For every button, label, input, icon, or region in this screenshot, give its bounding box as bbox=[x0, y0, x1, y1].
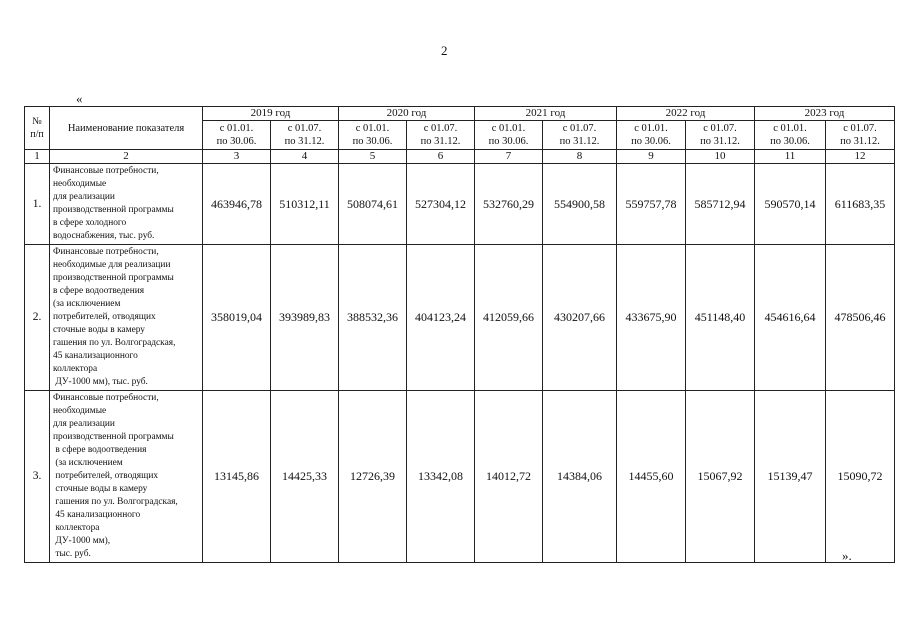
indicator-name-line: гашения по ул. Волгоградская, bbox=[53, 338, 176, 348]
header-year: 2023 год bbox=[755, 107, 895, 121]
header-year: 2022 год bbox=[617, 107, 755, 121]
value-cell: 15067,92 bbox=[686, 391, 755, 563]
indicator-name-line: необходимые bbox=[53, 179, 107, 189]
value-cell: 412059,66 bbox=[475, 245, 543, 391]
indicator-name-line: 45 канализационного bbox=[53, 351, 138, 361]
value-cell: 12726,39 bbox=[339, 391, 407, 563]
value-cell: 15090,72 bbox=[826, 391, 895, 563]
indicator-name-line: производственной программы bbox=[53, 205, 174, 215]
value-cell: 14425,33 bbox=[271, 391, 339, 563]
value-cell: 559757,78 bbox=[617, 164, 686, 245]
value-cell: 585712,94 bbox=[686, 164, 755, 245]
value-cell: 463946,78 bbox=[203, 164, 271, 245]
value-cell: 611683,35 bbox=[826, 164, 895, 245]
indicator-name-line: производственной программы bbox=[53, 432, 174, 442]
value-cell: 451148,40 bbox=[686, 245, 755, 391]
indicator-name-line: сточные воды в камеру bbox=[53, 484, 148, 494]
indicator-name-line: гашения по ул. Волгоградская, bbox=[53, 497, 178, 507]
column-number: 7 bbox=[475, 150, 543, 164]
indicator-name-line: сточные воды в камеру bbox=[53, 325, 145, 335]
column-number: 1 bbox=[25, 150, 50, 164]
value-cell: 433675,90 bbox=[617, 245, 686, 391]
indicator-name-line: необходимые для реализации bbox=[53, 260, 171, 270]
indicator-name-line: ДУ-1000 мм), тыс. руб. bbox=[53, 377, 148, 387]
value-cell: 14384,06 bbox=[543, 391, 617, 563]
header-period: с 01.01. по 30.06. bbox=[617, 121, 686, 150]
header-period: с 01.07. по 31.12. bbox=[543, 121, 617, 150]
header-year: 2021 год bbox=[475, 107, 617, 121]
column-number: 10 bbox=[686, 150, 755, 164]
column-number: 5 bbox=[339, 150, 407, 164]
indicator-name-line: необходимые bbox=[53, 406, 107, 416]
value-cell: 393989,83 bbox=[271, 245, 339, 391]
indicator-name-line: Финансовые потребности, bbox=[53, 247, 159, 257]
header-period: с 01.07. по 31.12. bbox=[686, 121, 755, 150]
value-cell: 15139,47 bbox=[755, 391, 826, 563]
indicator-name-line: (за исключением bbox=[53, 458, 123, 468]
value-cell: 554900,58 bbox=[543, 164, 617, 245]
header-period: с 01.07. по 31.12. bbox=[407, 121, 475, 150]
column-number: 12 bbox=[826, 150, 895, 164]
column-number: 11 bbox=[755, 150, 826, 164]
indicator-name-line: тыс. руб. bbox=[53, 549, 91, 559]
header-period: с 01.07. по 31.12. bbox=[826, 121, 895, 150]
row-number: 3. bbox=[25, 391, 50, 563]
indicator-name-line: в сфере холодного bbox=[53, 218, 127, 228]
page-number: 2 bbox=[441, 43, 448, 58]
value-cell: 388532,36 bbox=[339, 245, 407, 391]
header-number-col: № п/п bbox=[25, 107, 50, 150]
header-year: 2019 год bbox=[203, 107, 339, 121]
column-number: 3 bbox=[203, 150, 271, 164]
value-cell: 590570,14 bbox=[755, 164, 826, 245]
indicator-name-line: производственной программы bbox=[53, 273, 174, 283]
indicator-name-line: 45 канализационного bbox=[53, 510, 141, 520]
header-year: 2020 год bbox=[339, 107, 475, 121]
header-period: с 01.07. по 31.12. bbox=[271, 121, 339, 150]
value-cell: 404123,24 bbox=[407, 245, 475, 391]
indicator-name-line: водоснабжения, тыс. руб. bbox=[53, 231, 155, 241]
header-period: с 01.01. по 30.06. bbox=[339, 121, 407, 150]
value-cell: 478506,46 bbox=[826, 245, 895, 391]
opening-quote: « bbox=[76, 91, 83, 106]
value-cell: 508074,61 bbox=[339, 164, 407, 245]
indicator-name-line: в сфере водоотведения bbox=[53, 445, 147, 455]
indicator-name-line: для реализации bbox=[53, 192, 115, 202]
table-row bbox=[25, 164, 895, 245]
closing-quote: ». bbox=[842, 548, 852, 563]
header-period: с 01.01. по 30.06. bbox=[203, 121, 271, 150]
indicator-name bbox=[50, 164, 203, 245]
value-cell: 13342,08 bbox=[407, 391, 475, 563]
indicator-name-line: в сфере водоотведения bbox=[53, 286, 145, 296]
table-row bbox=[25, 245, 895, 391]
value-cell: 14012,72 bbox=[475, 391, 543, 563]
table-row bbox=[25, 391, 895, 563]
header-year-row bbox=[25, 107, 895, 121]
value-cell: 13145,86 bbox=[203, 391, 271, 563]
indicator-name-line: потребителей, отводящих bbox=[53, 471, 159, 481]
value-cell: 527304,12 bbox=[407, 164, 475, 245]
column-number-row bbox=[25, 150, 895, 164]
header-name-col: Наименование показателя bbox=[50, 107, 203, 150]
indicator-name-line: для реализации bbox=[53, 419, 115, 429]
column-number: 9 bbox=[617, 150, 686, 164]
indicator-name-line: Финансовые потребности, bbox=[53, 393, 159, 403]
indicator-name-line: (за исключением bbox=[53, 299, 121, 309]
column-number: 2 bbox=[50, 150, 203, 164]
row-number: 1. bbox=[25, 164, 50, 245]
column-number: 4 bbox=[271, 150, 339, 164]
row-number: 2. bbox=[25, 245, 50, 391]
indicator-name-line: ДУ-1000 мм), bbox=[53, 536, 111, 546]
value-cell: 454616,64 bbox=[755, 245, 826, 391]
financial-needs-table bbox=[24, 106, 895, 563]
indicator-name-line: коллектора bbox=[53, 364, 98, 374]
indicator-name-line: потребителей, отводящих bbox=[53, 312, 156, 322]
header-period: с 01.01. по 30.06. bbox=[475, 121, 543, 150]
column-number: 8 bbox=[543, 150, 617, 164]
value-cell: 430207,66 bbox=[543, 245, 617, 391]
indicator-name bbox=[50, 245, 203, 391]
indicator-name-line: Финансовые потребности, bbox=[53, 166, 159, 176]
value-cell: 358019,04 bbox=[203, 245, 271, 391]
value-cell: 14455,60 bbox=[617, 391, 686, 563]
column-number: 6 bbox=[407, 150, 475, 164]
indicator-name-line: коллектора bbox=[53, 523, 100, 533]
value-cell: 510312,11 bbox=[271, 164, 339, 245]
indicator-name bbox=[50, 391, 203, 563]
value-cell: 532760,29 bbox=[475, 164, 543, 245]
header-period: с 01.01. по 30.06. bbox=[755, 121, 826, 150]
